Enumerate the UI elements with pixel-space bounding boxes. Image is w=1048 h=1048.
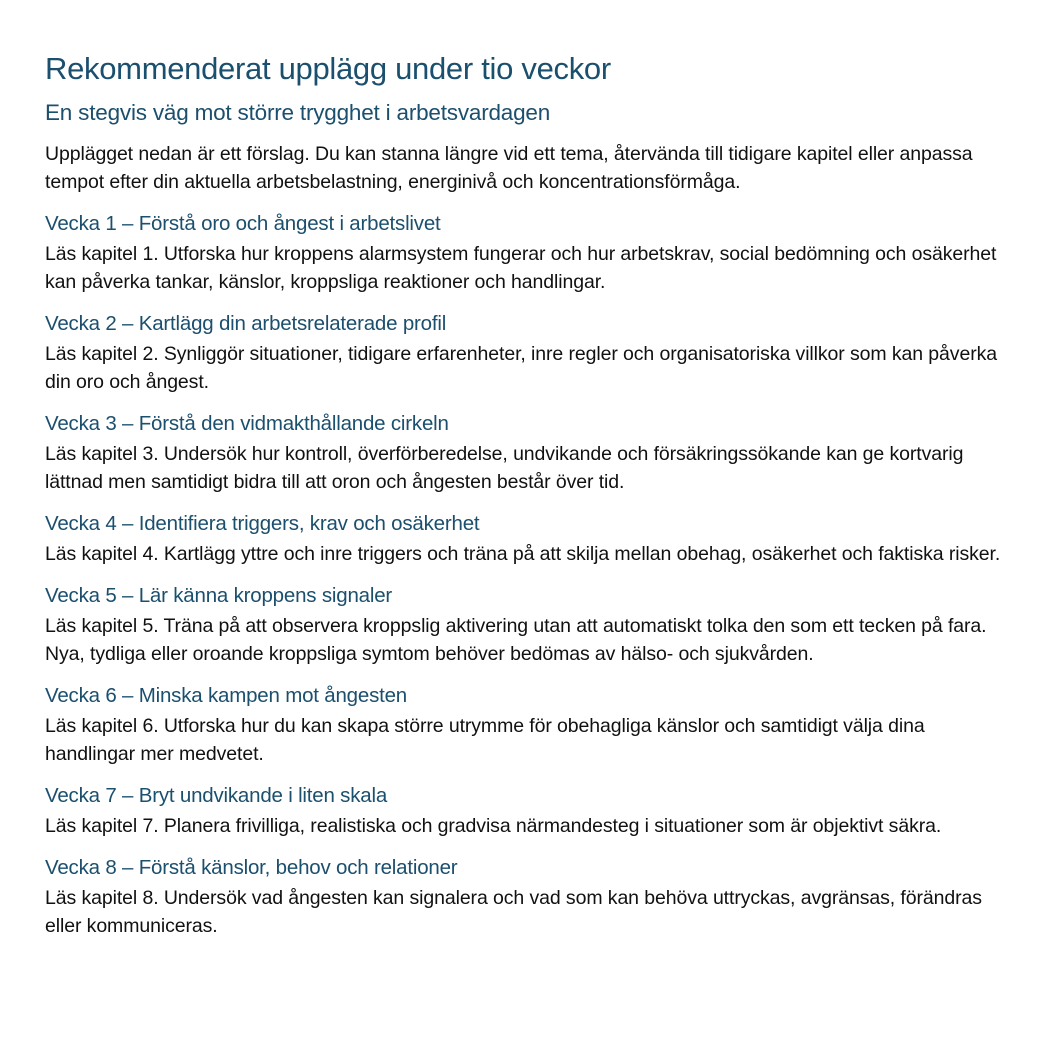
page-subtitle: En stegvis väg mot större trygghet i arbetsvardagen <box>45 100 551 125</box>
week-description: Läs kapitel 8. Undersök vad ångesten kan signalera och vad som kan behöva uttryckas, avgränsas, förändras eller kommuniceras. <box>45 887 982 937</box>
week-description: Läs kapitel 3. Undersök hur kontroll, överförberedelse, undvikande och försäkringssökande kan ge kortvarig lättnad men samtidigt bidra till att oron och ångesten består över tid. <box>45 443 964 493</box>
week-section-2 <box>45 307 1008 396</box>
week-section-7 <box>45 779 1008 840</box>
week-heading: Vecka 8 – Förstå känslor, behov och relationer <box>45 856 458 879</box>
week-heading: Vecka 2 – Kartlägg din arbetsrelaterade profil <box>45 312 447 335</box>
week-section-6 <box>45 679 1008 768</box>
week-description: Läs kapitel 2. Synliggör situationer, tidigare erfarenheter, inre regler och organisatoriska villkor som kan påverka din oro och ångest. <box>45 343 997 393</box>
week-section-8 <box>45 851 1008 940</box>
week-description: Läs kapitel 1. Utforska hur kroppens alarmsystem fungerar och hur arbetskrav, social bedömning och osäkerhet kan påverka tankar, känslor, kroppsliga reaktioner och handlingar. <box>45 243 997 293</box>
week-description: Läs kapitel 5. Träna på att observera kroppslig aktivering utan att automatiskt tolka den som ett tecken på fara. Nya, tydliga eller oroande kroppsliga symtom behöver bedömas av hälso- och sjukvården. <box>45 615 987 665</box>
week-description: Läs kapitel 6. Utforska hur du kan skapa större utrymme för obehagliga känslor och samtidigt välja dina handlingar mer medvetet. <box>45 715 925 765</box>
week-section-1 <box>45 207 1008 296</box>
week-heading: Vecka 5 – Lär känna kroppens signaler <box>45 584 393 607</box>
week-heading: Vecka 4 – Identifiera triggers, krav och osäkerhet <box>45 512 480 535</box>
week-section-4 <box>45 507 1008 568</box>
page-title: Rekommenderat upplägg under tio veckor <box>45 51 611 86</box>
week-section-3 <box>45 407 1008 496</box>
week-heading: Vecka 6 – Minska kampen mot ångesten <box>45 684 408 707</box>
week-description: Läs kapitel 7. Planera frivilliga, realistiska och gradvisa närmandesteg i situationer som är objektivt säkra. <box>45 815 942 837</box>
week-section-5 <box>45 579 1008 668</box>
week-heading: Vecka 7 – Bryt undvikande i liten skala <box>45 784 388 807</box>
week-heading: Vecka 3 – Förstå den vidmakthållande cirkeln <box>45 412 449 435</box>
week-heading: Vecka 1 – Förstå oro och ångest i arbetslivet <box>45 212 441 235</box>
week-description: Läs kapitel 4. Kartlägg yttre och inre triggers och träna på att skilja mellan obehag, osäkerhet och faktiska risker. <box>45 543 1001 565</box>
intro-paragraph: Upplägget nedan är ett förslag. Du kan stanna längre vid ett tema, återvända till tidigare kapitel eller anpassa tempot efter din aktuella arbetsbelastning, energinivå och koncentrationsförmåga. <box>45 143 973 193</box>
